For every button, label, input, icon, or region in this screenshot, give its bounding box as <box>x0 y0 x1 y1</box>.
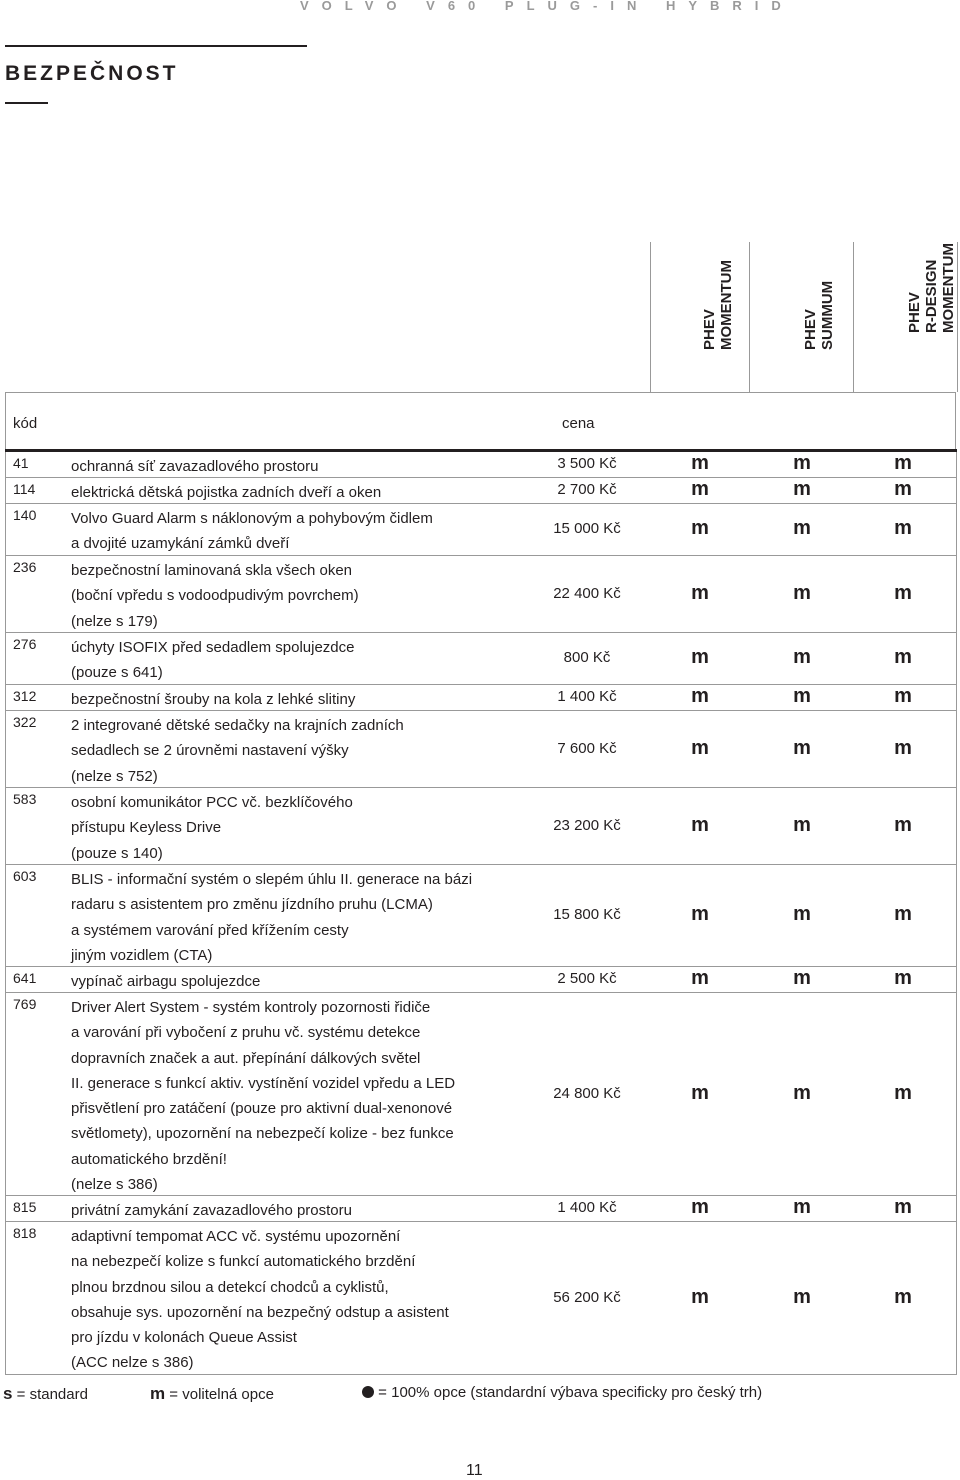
description-line: a varování při vybočení z pruhu vč. systému detekce <box>71 1024 421 1042</box>
optional-mark-icon: m <box>691 685 709 707</box>
table-row <box>6 685 956 711</box>
full-option-text: = 100% opce (standardní výbava specificky pro český trh) <box>378 1384 763 1401</box>
optional-mark-icon: m <box>691 1081 709 1104</box>
optional-mark-icon: m <box>691 903 709 925</box>
table-row <box>6 967 956 993</box>
option-price: 15 000 Kč <box>553 520 621 537</box>
optional-mark-icon: m <box>793 517 811 539</box>
option-description <box>71 969 260 994</box>
column-header-phev-r-design-momentum <box>853 242 958 392</box>
option-description <box>71 790 353 866</box>
table-row <box>6 504 956 556</box>
column-label: PHEV MOMENTUM <box>700 260 735 350</box>
description-line: adaptivní tempomat ACC vč. systému upozornění <box>71 1228 401 1245</box>
description-line: (ACC nelze s 386) <box>71 1354 194 1372</box>
option-code: 140 <box>13 507 37 523</box>
option-price: 24 800 Kč <box>553 1084 621 1102</box>
option-description <box>71 867 472 968</box>
option-description <box>71 635 354 686</box>
description-line: (boční vpředu s vodoodpudivým povrchem) <box>71 587 359 605</box>
table-row <box>6 711 956 788</box>
optional-mark-icon: m <box>691 517 709 539</box>
title-underline <box>5 102 48 104</box>
description-line: automatického brzdění! <box>71 1150 227 1168</box>
option-description <box>71 1224 449 1376</box>
header-label-bar <box>5 392 956 449</box>
optional-mark-icon: m <box>793 581 811 604</box>
column-header-phev-momentum <box>650 242 750 392</box>
description-line: přisvětlení pro zatáčení (pouze pro aktivní dual-xenonové <box>71 1100 453 1118</box>
optional-mark-icon: m <box>691 452 709 474</box>
description-line: pro jízdu v kolonách Queue Assist <box>71 1329 297 1347</box>
optional-mark-icon: m <box>691 1196 709 1218</box>
option-price: 2 700 Kč <box>557 481 617 498</box>
optional-mark-icon: m <box>793 1196 811 1218</box>
option-code: 603 <box>13 868 37 884</box>
option-code: 41 <box>13 455 29 471</box>
option-code: 769 <box>13 996 37 1012</box>
optional-mark-icon: m <box>691 813 709 836</box>
optional-mark-icon: m <box>894 581 912 604</box>
optional-mark-icon: m <box>793 1081 811 1104</box>
table-row <box>6 1196 956 1222</box>
description-line: (pouze s 641) <box>71 664 163 682</box>
option-description <box>71 506 433 557</box>
description-line: bezpečnostní laminovaná skla všech oken <box>71 562 353 579</box>
option-description <box>71 558 359 634</box>
optional-mark-icon: m <box>793 452 811 474</box>
option-code: 641 <box>13 970 37 986</box>
option-code: 236 <box>13 559 37 575</box>
description-line: přístupu Keyless Drive <box>71 819 222 837</box>
legend-optional <box>150 1384 274 1404</box>
optional-mark-icon: m <box>793 646 811 668</box>
section-title: BEZPEČNOST <box>5 62 179 85</box>
option-price: 1 400 Kč <box>557 688 617 705</box>
table-row <box>6 1222 956 1375</box>
page-number: 11 <box>466 1462 483 1479</box>
optional-mark-icon: m <box>793 967 811 989</box>
option-price: 23 200 Kč <box>553 816 621 834</box>
header-rule <box>5 45 307 47</box>
description-line: na nebezpečí kolize s funkcí automatického brzdění <box>71 1253 416 1271</box>
description-line: vypínač airbagu spolujezdce <box>71 973 261 990</box>
description-line: Volvo Guard Alarm s náklonovým a pohybovým čidlem <box>71 510 433 527</box>
description-line: plnou brzdnou silou a detekcí chodců a cyklistů, <box>71 1278 389 1296</box>
description-line: a systémem varování před křížením cesty <box>71 921 349 939</box>
description-line: Driver Alert System - systém kontroly pozornosti řidiče <box>71 999 431 1016</box>
optional-mark-icon: m <box>894 646 912 668</box>
description-line: dopravních značek a aut. přepínání dálkových světel <box>71 1049 421 1067</box>
table-row <box>6 865 956 967</box>
description-line: 2 integrované dětské sedačky na krajních zadních <box>71 717 404 734</box>
description-line: světlomety), upozornění na nebezpečí kolize - bez funkce <box>71 1125 454 1143</box>
option-price: 22 400 Kč <box>553 584 621 602</box>
option-price: 2 500 Kč <box>557 970 617 987</box>
option-code: 815 <box>13 1199 37 1215</box>
optional-mark-icon: m <box>691 736 709 759</box>
option-description <box>71 480 381 505</box>
description-line: obsahuje sys. upozornění na bezpečný odstup a asistent <box>71 1303 449 1321</box>
optional-text: = volitelná opce <box>169 1386 274 1403</box>
optional-mark-icon: m <box>894 478 912 500</box>
table-row <box>6 556 956 633</box>
optional-mark-icon: m <box>793 903 811 925</box>
optional-mark-icon: m <box>894 736 912 759</box>
optional-mark-icon: m <box>691 581 709 604</box>
option-description <box>71 687 355 712</box>
optional-mark-icon: m <box>894 1285 912 1308</box>
option-code: 583 <box>13 791 37 807</box>
legend-standard <box>3 1384 88 1404</box>
optional-mark-icon: m <box>894 452 912 474</box>
optional-mark-icon: m <box>793 736 811 759</box>
option-description <box>71 995 455 1197</box>
description-line: ochranná síť zavazadlového prostoru <box>71 458 319 475</box>
optional-mark-icon: m <box>691 967 709 989</box>
optional-mark-icon: m <box>894 517 912 539</box>
description-line: a dvojité uzamykání zámků dveří <box>71 535 290 553</box>
table-row <box>6 788 956 865</box>
optional-symbol: m <box>150 1384 166 1403</box>
optional-mark-icon: m <box>793 685 811 707</box>
description-line: elektrická dětská pojistka zadních dveří a oken <box>71 484 382 501</box>
option-description <box>71 713 404 789</box>
table-header <box>5 242 957 452</box>
options-table <box>5 242 957 1375</box>
description-line: (nelze s 752) <box>71 767 158 785</box>
option-description <box>71 454 318 479</box>
legend-full <box>362 1384 762 1401</box>
option-description <box>71 1198 352 1223</box>
option-price: 56 200 Kč <box>553 1288 621 1306</box>
column-label: PHEV SUMMUM <box>802 280 836 350</box>
description-line: (nelze s 386) <box>71 1176 158 1194</box>
code-column-header: kód <box>13 415 38 432</box>
description-line: BLIS - informační systém o slepém úhlu II. generace na bázi <box>71 871 473 888</box>
description-line: (pouze s 140) <box>71 844 163 862</box>
optional-mark-icon: m <box>894 1196 912 1218</box>
optional-mark-icon: m <box>793 478 811 500</box>
option-price: 15 800 Kč <box>553 906 621 923</box>
option-code: 114 <box>13 481 36 497</box>
option-code: 818 <box>13 1225 37 1241</box>
description-line: privátní zamykání zavazadlového prostoru <box>71 1202 352 1219</box>
description-line: radaru s asistentem pro změnu jízdního pruhu (LCMA) <box>71 896 433 914</box>
description-line: bezpečnostní šrouby na kola z lehké slitiny <box>71 691 356 708</box>
optional-mark-icon: m <box>894 967 912 989</box>
option-code: 276 <box>13 636 37 652</box>
optional-mark-icon: m <box>691 646 709 668</box>
option-code: 312 <box>13 688 37 704</box>
description-line: II. generace s funkcí aktiv. vystínění vozidel vpředu a LED <box>71 1074 456 1092</box>
optional-mark-icon: m <box>894 813 912 836</box>
option-price: 800 Kč <box>563 649 611 666</box>
description-line: úchyty ISOFIX před sedadlem spolujezdce <box>71 639 355 656</box>
filled-dot-icon <box>362 1386 374 1398</box>
brand-header: VOLVO V60 PLUG-IN HYBRID <box>300 0 794 13</box>
option-price: 7 600 Kč <box>557 739 617 757</box>
standard-symbol: s <box>3 1384 13 1403</box>
optional-mark-icon: m <box>894 1081 912 1104</box>
table-row <box>6 993 956 1196</box>
option-price: 1 400 Kč <box>557 1199 617 1216</box>
optional-mark-icon: m <box>793 813 811 836</box>
optional-mark-icon: m <box>894 685 912 707</box>
description-line: jiným vozidlem (CTA) <box>71 946 213 964</box>
optional-mark-icon: m <box>691 478 709 500</box>
table-row <box>6 633 956 685</box>
option-price: 3 500 Kč <box>557 455 617 472</box>
standard-text: = standard <box>16 1386 88 1403</box>
description-line: osobní komunikátor PCC vč. bezklíčového <box>71 794 353 811</box>
optional-mark-icon: m <box>793 1285 811 1308</box>
price-column-header: cena <box>562 415 595 432</box>
table-row <box>6 452 956 478</box>
optional-mark-icon: m <box>894 903 912 925</box>
option-code: 322 <box>13 714 37 730</box>
table-row <box>6 478 956 504</box>
column-header-phev-summum <box>749 242 854 392</box>
description-line: sedadlech se 2 úrovněmi nastavení výšky <box>71 742 349 760</box>
table-body <box>5 452 957 1375</box>
optional-mark-icon: m <box>691 1285 709 1308</box>
column-label: PHEV R-DESIGN MOMENTUM <box>905 243 957 333</box>
description-line: (nelze s 179) <box>71 612 158 630</box>
